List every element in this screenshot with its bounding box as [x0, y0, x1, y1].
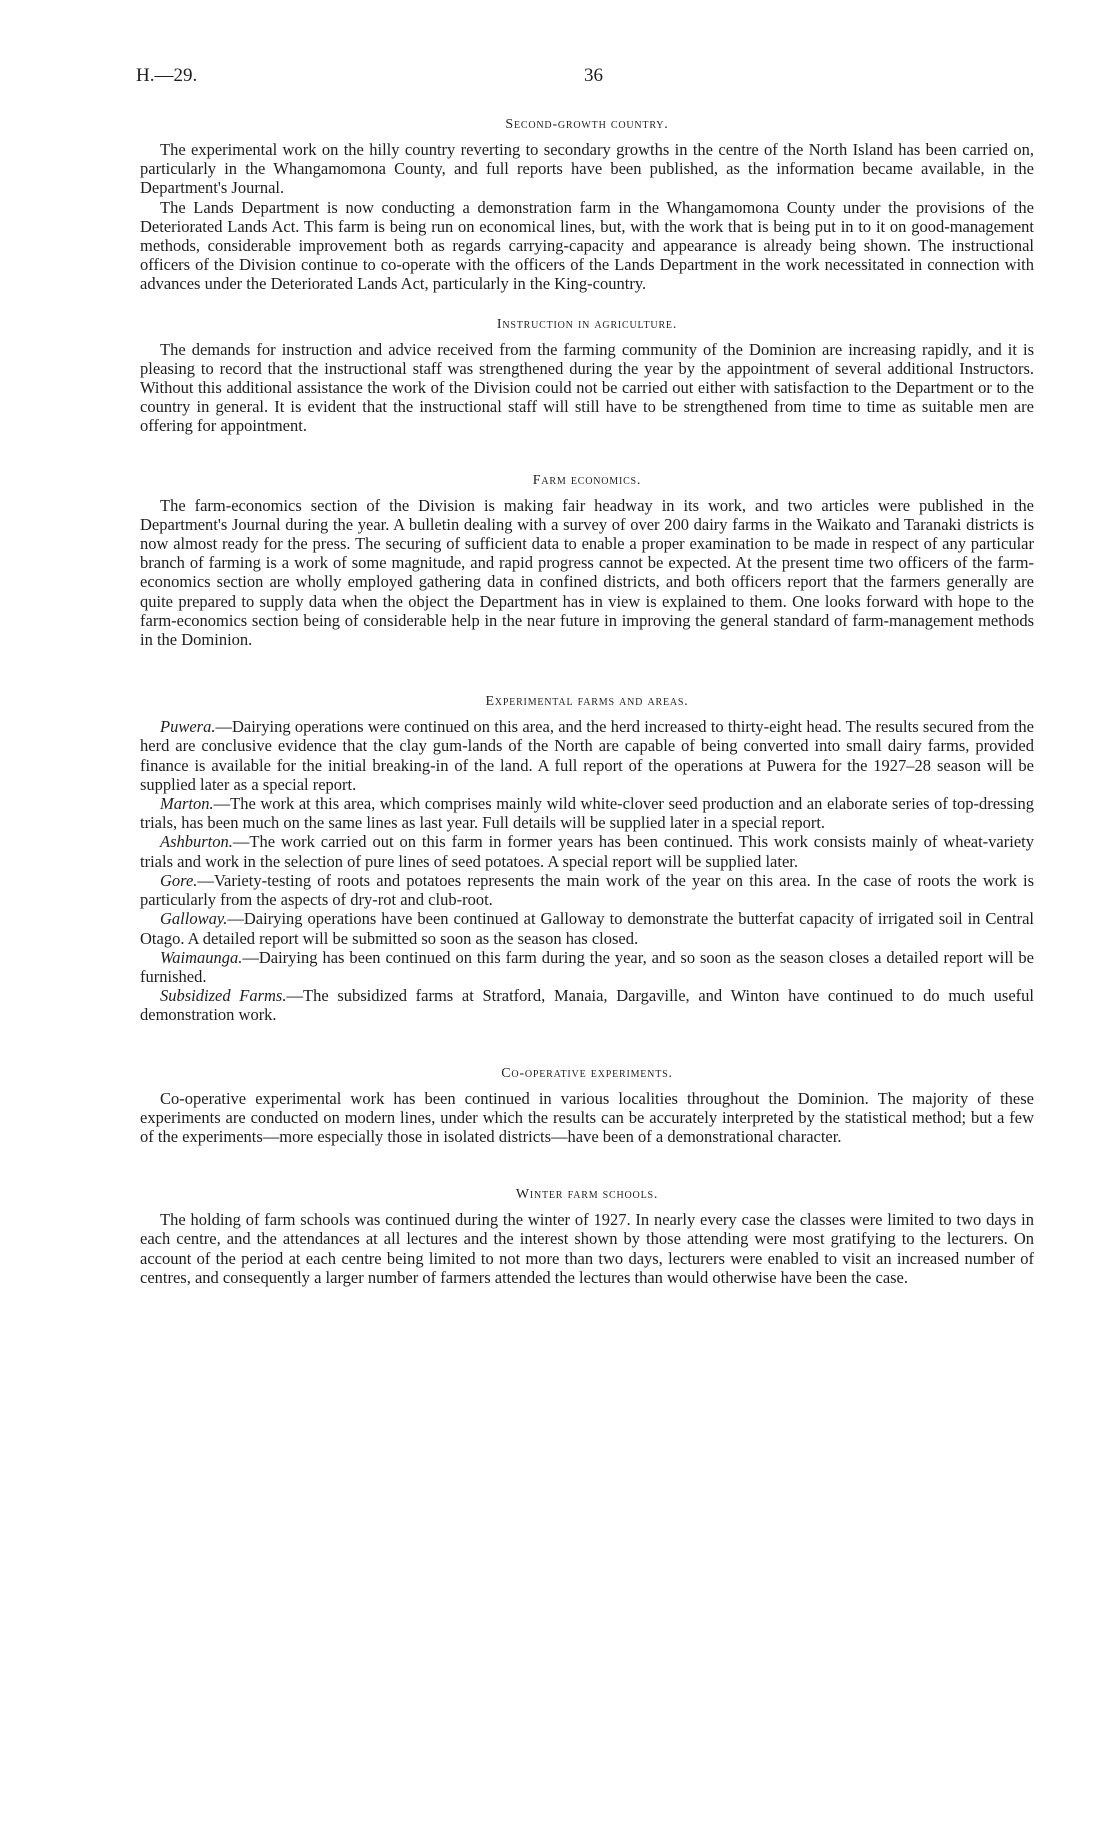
farm-text: —The subsidized farms at Stratford, Manaia, Dargaville, and Winton have continued to do much useful demonstration work. — [140, 986, 1035, 1025]
section-heading: Instruction in agriculture. — [496, 316, 678, 332]
paragraph: The Lands Department is now conducting a demonstration farm in the Whangamomona County under the provisions of the Deteriorated Lands Act. This farm is being run on economical lines, but, with the work that is being put in to it on good-management methods, considerable improvement both as regards carrying-capacity and appearance is already being shown. The instructional officers of the Division continue to co-operate with the officers of the Lands Department in the work necessitated in connection with advances under the Deteriorated Lands Act, particularly in the King-country. — [140, 197, 1034, 294]
paragraph: The holding of farm schools was continued during the winter of 1927. In nearly every case the classes were limited to two days in each centre, and the attendances at all lectures and the interest shown by those attending were most gratifying to the lecturers. On account of the period at each centre being limited to not more than two days, lecturers were enabled to visit an increased number of centres, and consequently a larger number of farmers attended the lectures than would otherwise have been the case. — [140, 1210, 1034, 1287]
section-winter-farm-schools — [140, 1186, 1034, 1287]
section-second-growth — [140, 116, 1034, 294]
farm-entry — [140, 794, 1034, 832]
paragraph: The farm-economics section of the Division is making fair headway in its work, and two articles were published in the Department's Journal during the year. A bulletin dealing with a survey of over 200 dairy farms in the Waikato and Taranaki districts is now almost ready for the press. The securing of sufficient data to enable a proper examination to be made in respect of any particular branch of farming is a work of some magnitude, and rapid progress cannot be expected. At the present time two officers of the farm-economics section are wholly employed gathering data in confined districts, and both officers report that the farmers generally are quite prepared to supply data when the object the Department has in view is explained to them. One looks forward with hope to the farm-economics section being of considerable help in the near future in improving the general standard of farm-management methods in the Dominion. — [140, 495, 1034, 650]
page-number: 36 — [584, 65, 603, 86]
section-instruction — [140, 316, 1034, 436]
page-body — [140, 116, 1034, 1287]
document-reference: H.—29. — [136, 65, 198, 86]
section-experimental-farms — [140, 693, 1034, 1024]
farm-name: Subsidized Farms. — [160, 986, 287, 1006]
farm-name: Gore. — [160, 870, 198, 890]
section-heading: Co-operative experiments. — [501, 1065, 673, 1081]
farm-entry — [140, 948, 1034, 986]
section-heading: Farm economics. — [532, 472, 642, 488]
farm-name: Marton. — [160, 794, 214, 814]
section-cooperative-experiments — [140, 1065, 1034, 1147]
section-heading: Second-growth country. — [505, 117, 669, 132]
farm-text: —Dairying operations have been continued at Galloway to demonstrate the butterfat capacity of irrigated soil in Central Otago. A detailed report will be submitted so soon as the season has closed. — [140, 909, 1034, 948]
farm-entry — [140, 909, 1034, 947]
farm-text: —Dairying operations were continued on this area, and the herd increased to thirty-eight head. The results secured from the herd are conclusive evidence that the clay gum-lands of the North are capable of being converted into small dairy farms, provided finance is available for the initial breaking-in of the land. A full report of the operations at Puwera for the 1927–28 season will be supplied later as a special report. — [140, 717, 1034, 794]
section-heading: Winter farm schools. — [515, 1187, 659, 1203]
farm-name: Ashburton. — [160, 832, 233, 852]
page-header — [136, 66, 1036, 90]
farm-entry — [140, 871, 1034, 909]
paragraph: Co-operative experimental work has been continued in various localities throughout the Dominion. The majority of these experiments are conducted on modern lines, under which the results can be accurately interpreted by the statistical method; but a few of the experiments—more especially those in isolated districts—have been of a demonstrational character. — [140, 1088, 1034, 1146]
farm-text: —Variety-testing of roots and potatoes represents the main work of the year on this area. In the case of roots the work is particularly from the aspects of dry-rot and club-root. — [140, 870, 1034, 910]
paragraph: The demands for instruction and advice received from the farming community of the Dominion are increasing rapidly, and it is pleasing to record that the instructional staff was strengthened during the year by the appointment of several additional Instructors. Without this additional assistance the work of the Division could not be carried out either with satisfaction to the Department or to the country in general. It is evident that the instructional staff will still have to be strengthened from time to time as suitable men are offering for appointment. — [140, 339, 1034, 436]
farm-name: Waimaunga. — [160, 947, 243, 967]
farm-entry — [140, 832, 1034, 870]
section-heading: Experimental farms and areas. — [485, 694, 689, 710]
paragraph: The experimental work on the hilly country reverting to secondary growths in the centre of the North Island has been carried on, particularly in the Whangamomona County, and full reports have been published, as the information became available, in the Department's Journal. — [140, 140, 1034, 198]
farm-entry — [140, 717, 1034, 794]
farm-name: Galloway. — [160, 909, 228, 929]
farm-text: —The work carried out on this farm in former years has been continued. This work consists mainly of wheat-variety trials and work in the selection of pure lines of seed potatoes. A special report will be supplied later. — [140, 832, 1034, 871]
section-farm-economics — [140, 472, 1034, 650]
farm-text: —Dairying has been continued on this farm during the year, and so soon as the season closes a detailed report will be furnished. — [140, 947, 1034, 986]
farm-name: Puwera. — [160, 717, 216, 737]
farm-text: —The work at this area, which comprises mainly wild white-clover seed production and an elaborate series of top-dressing trials, has been much on the same lines as last year. Full details will be supplied later in a special report. — [140, 794, 1034, 833]
farm-entry — [140, 986, 1034, 1024]
